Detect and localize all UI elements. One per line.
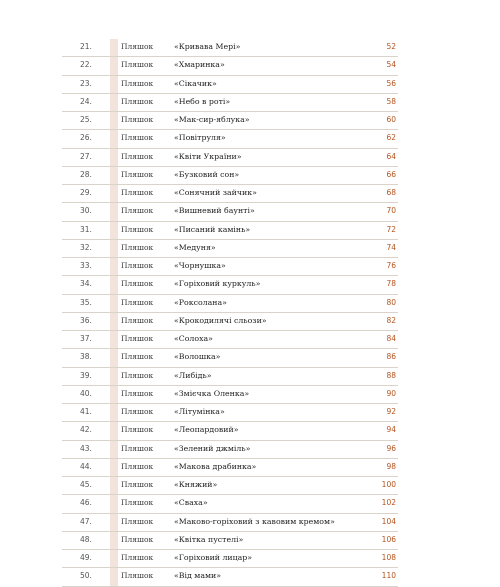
entry-page-number: 62: [386, 133, 396, 143]
entry-category: Пляшок: [121, 133, 154, 143]
entry-title: «Хмаринка»: [174, 60, 225, 70]
entry-number: 49.: [80, 553, 92, 562]
toc-row[interactable]: [62, 149, 398, 167]
entry-category: Пляшок: [121, 297, 154, 307]
row-color-stripe: [110, 550, 118, 567]
entry-title: «Змієчка Оленка»: [174, 388, 250, 398]
entry-page-number: 66: [386, 169, 396, 179]
entry-title: «Повітруля»: [174, 133, 226, 143]
entry-title: «Мак-сир-яблука»: [174, 115, 250, 124]
entry-number: 33.: [80, 261, 92, 270]
entry-number: 36.: [80, 315, 92, 325]
entry-number: 29.: [80, 188, 92, 197]
row-color-stripe: [110, 203, 118, 220]
entry-category: Пляшок: [121, 370, 154, 380]
entry-title: «Солоха»: [174, 334, 213, 343]
entry-page-number: 86: [386, 352, 396, 362]
toc-row[interactable]: [62, 94, 398, 112]
entry-title: «Макова драбинка»: [174, 461, 257, 471]
row-color-stripe: [110, 404, 118, 421]
toc-row[interactable]: [62, 112, 398, 130]
entry-title: «Медуня»: [174, 242, 216, 252]
entry-category: Пляшок: [121, 42, 154, 51]
toc-row[interactable]: [62, 167, 398, 185]
row-color-stripe: [110, 57, 118, 74]
row-color-stripe: [110, 258, 118, 275]
toc-row[interactable]: [62, 422, 398, 440]
entry-page-number: 110: [381, 571, 396, 581]
toc-row[interactable]: [62, 240, 398, 258]
entry-number: 48.: [80, 534, 92, 544]
toc-row[interactable]: [62, 514, 398, 532]
entry-page-number: 74: [386, 242, 396, 252]
entry-title: «Волошка»: [174, 352, 221, 362]
entry-title: «Зелений джміль»: [174, 443, 251, 453]
entry-title: «Сваха»: [174, 498, 208, 508]
entry-page-number: 84: [386, 334, 396, 343]
entry-title: «Чорнушка»: [174, 261, 226, 270]
row-color-stripe: [110, 94, 118, 111]
entry-page-number: 82: [386, 315, 396, 325]
entry-page-number: 92: [386, 407, 396, 416]
entry-page-number: 88: [386, 370, 396, 380]
entry-number: 24.: [80, 96, 92, 106]
entry-category: Пляшок: [121, 534, 154, 544]
toc-row[interactable]: [62, 203, 398, 221]
row-color-stripe: [110, 112, 118, 129]
entry-title: «Квітка пустелі»: [174, 534, 244, 544]
entry-number: 25.: [80, 115, 92, 124]
row-color-stripe: [110, 495, 118, 512]
row-color-stripe: [110, 39, 118, 56]
entry-category: Пляшок: [121, 571, 154, 581]
entry-category: Пляшок: [121, 443, 154, 453]
row-color-stripe: [110, 349, 118, 366]
toc-row[interactable]: [62, 368, 398, 386]
toc-row[interactable]: [62, 276, 398, 294]
entry-category: Пляшок: [121, 242, 154, 252]
entry-category: Пляшок: [121, 315, 154, 325]
entry-category: Пляшок: [121, 279, 154, 289]
toc-row[interactable]: [62, 258, 398, 276]
entry-title: «Леопардовий»: [174, 425, 239, 435]
entry-category: Пляшок: [121, 151, 154, 161]
toc-row[interactable]: [62, 532, 398, 550]
entry-page-number: 102: [381, 498, 396, 508]
entry-page-number: 96: [386, 443, 396, 453]
entry-page-number: 72: [386, 224, 396, 234]
entry-title: «Сонячний зайчик»: [174, 188, 257, 197]
entry-page-number: 60: [386, 115, 396, 124]
entry-category: Пляшок: [121, 498, 154, 508]
toc-row[interactable]: [62, 404, 398, 422]
row-color-stripe: [110, 276, 118, 293]
entry-number: 40.: [80, 388, 92, 398]
row-color-stripe: [110, 130, 118, 147]
entry-number: 35.: [80, 297, 92, 307]
entry-category: Пляшок: [121, 96, 154, 106]
entry-title: «Від мами»: [174, 571, 222, 581]
entry-number: 42.: [80, 425, 92, 435]
entry-page-number: 90: [386, 388, 396, 398]
entry-title: «Горіховий куркуль»: [174, 279, 261, 289]
entry-page-number: 70: [386, 206, 396, 216]
toc-row[interactable]: [62, 313, 398, 331]
entry-number: 21.: [80, 42, 92, 51]
toc-row[interactable]: [62, 386, 398, 404]
entry-category: Пляшок: [121, 60, 154, 70]
entry-page-number: 106: [381, 534, 396, 544]
entry-category: Пляшок: [121, 480, 154, 489]
entry-number: 43.: [80, 443, 92, 453]
entry-number: 41.: [80, 407, 92, 416]
entry-number: 34.: [80, 279, 92, 289]
entry-page-number: 56: [386, 78, 396, 88]
toc-row[interactable]: [62, 331, 398, 349]
entry-title: «Писаний камінь»: [174, 224, 251, 234]
entry-number: 50.: [80, 571, 92, 581]
entry-category: Пляшок: [121, 388, 154, 398]
toc-row[interactable]: [62, 568, 398, 586]
row-color-stripe: [110, 240, 118, 257]
entry-page-number: 78: [386, 279, 396, 289]
entry-category: Пляшок: [121, 78, 154, 88]
toc-row[interactable]: [62, 495, 398, 513]
row-color-stripe: [110, 368, 118, 385]
row-color-stripe: [110, 222, 118, 239]
entry-title: «Маково-горіховий з кавовим кремом»: [174, 516, 335, 526]
entry-category: Пляшок: [121, 261, 154, 270]
entry-page-number: 54: [386, 60, 396, 70]
row-color-stripe: [110, 568, 118, 585]
toc-row[interactable]: [62, 39, 398, 57]
entry-category: Пляшок: [121, 206, 154, 216]
entry-number: 38.: [80, 352, 92, 362]
entry-number: 31.: [80, 224, 92, 234]
row-color-stripe: [110, 422, 118, 439]
entry-number: 46.: [80, 498, 92, 508]
entry-number: 39.: [80, 370, 92, 380]
row-color-stripe: [110, 185, 118, 202]
entry-page-number: 64: [386, 151, 396, 161]
toc-row[interactable]: [62, 477, 398, 495]
entry-page-number: 68: [386, 188, 396, 197]
entry-page-number: 108: [381, 553, 396, 562]
entry-page-number: 104: [381, 516, 396, 526]
row-color-stripe: [110, 532, 118, 549]
entry-page-number: 76: [386, 261, 396, 270]
table-of-contents: [62, 39, 398, 587]
entry-title: «Роксолана»: [174, 297, 227, 307]
entry-number: 30.: [80, 206, 92, 216]
row-color-stripe: [110, 459, 118, 476]
row-color-stripe: [110, 386, 118, 403]
toc-row[interactable]: [62, 185, 398, 203]
row-color-stripe: [110, 295, 118, 312]
entry-page-number: 100: [381, 480, 396, 489]
entry-title: «Квіти України»: [174, 151, 242, 161]
entry-title: «Вишневий баунті»: [174, 206, 255, 216]
entry-number: 37.: [80, 334, 92, 343]
entry-category: Пляшок: [121, 224, 154, 234]
entry-category: Пляшок: [121, 352, 154, 362]
entry-title: «Крокодилячі сльози»: [174, 315, 267, 325]
entry-page-number: 94: [386, 425, 396, 435]
toc-row[interactable]: [62, 222, 398, 240]
entry-number: 47.: [80, 516, 92, 526]
entry-number: 44.: [80, 461, 92, 471]
toc-row[interactable]: [62, 76, 398, 94]
entry-title: «Горіховий лицар»: [174, 553, 253, 562]
entry-category: Пляшок: [121, 169, 154, 179]
entry-category: Пляшок: [121, 461, 154, 471]
toc-row[interactable]: [62, 130, 398, 148]
entry-category: Пляшок: [121, 553, 154, 562]
entry-category: Пляшок: [121, 115, 154, 124]
row-color-stripe: [110, 331, 118, 348]
entry-title: «Княжий»: [174, 480, 218, 489]
entry-number: 27.: [80, 151, 92, 161]
entry-number: 23.: [80, 78, 92, 88]
toc-row[interactable]: [62, 441, 398, 459]
row-color-stripe: [110, 76, 118, 93]
row-color-stripe: [110, 313, 118, 330]
entry-page-number: 98: [386, 461, 396, 471]
entry-page-number: 80: [386, 297, 396, 307]
entry-category: Пляшок: [121, 407, 154, 416]
entry-category: Пляшок: [121, 425, 154, 435]
entry-number: 22.: [80, 60, 92, 70]
entry-title: «Небо в роті»: [174, 96, 231, 106]
entry-number: 32.: [80, 242, 92, 252]
row-color-stripe: [110, 167, 118, 184]
entry-title: «Либідь»: [174, 370, 212, 380]
row-color-stripe: [110, 514, 118, 531]
entry-category: Пляшок: [121, 188, 154, 197]
entry-title: «Кривава Мері»: [174, 42, 241, 51]
entry-title: «Бузковий сон»: [174, 169, 240, 179]
entry-title: «Сікачик»: [174, 78, 217, 88]
entry-number: 26.: [80, 133, 92, 143]
toc-row[interactable]: [62, 57, 398, 75]
entry-number: 28.: [80, 169, 92, 179]
entry-page-number: 52: [386, 42, 396, 51]
entry-category: Пляшок: [121, 516, 154, 526]
row-color-stripe: [110, 441, 118, 458]
toc-row[interactable]: [62, 550, 398, 568]
toc-row[interactable]: [62, 349, 398, 367]
toc-row[interactable]: [62, 459, 398, 477]
row-color-stripe: [110, 477, 118, 494]
entry-page-number: 58: [386, 96, 396, 106]
entry-title: «Літумінка»: [174, 407, 225, 416]
toc-row[interactable]: [62, 295, 398, 313]
entry-category: Пляшок: [121, 334, 154, 343]
entry-number: 45.: [80, 480, 92, 489]
row-color-stripe: [110, 149, 118, 166]
